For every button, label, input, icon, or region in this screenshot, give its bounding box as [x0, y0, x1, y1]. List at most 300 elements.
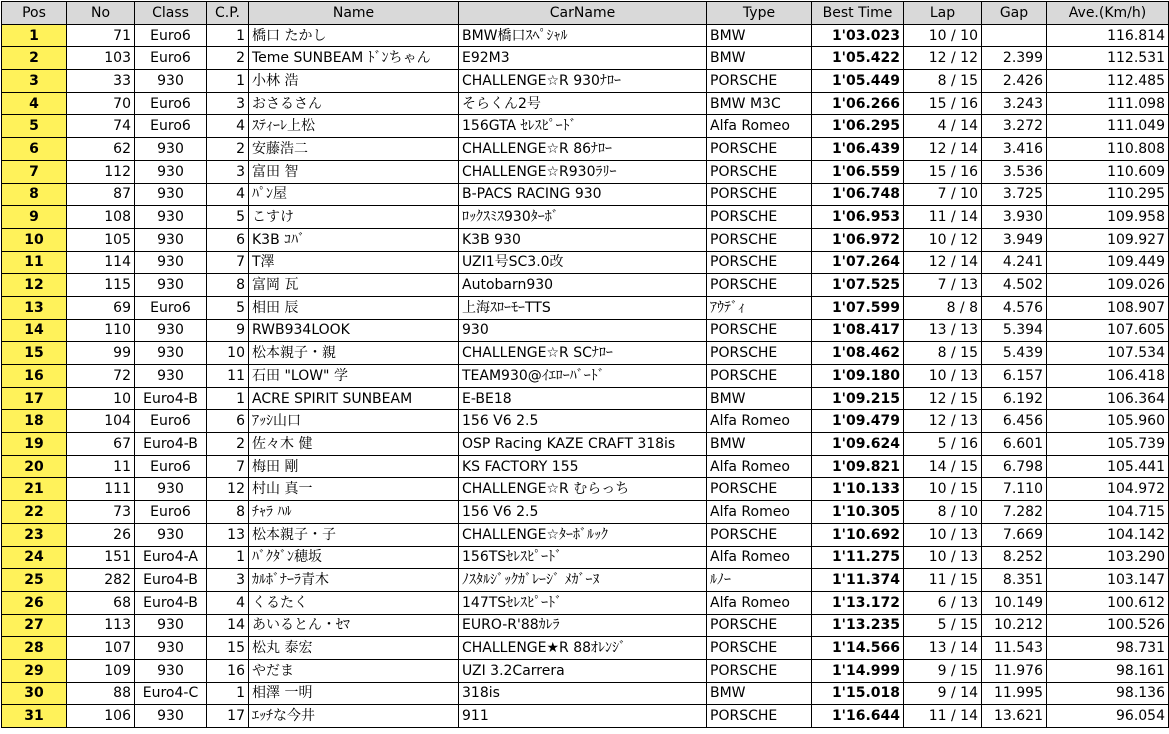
table-row	[2, 47, 1169, 70]
cell-ave: 100.612	[1047, 591, 1169, 614]
cell-lap: 7 / 13	[904, 274, 982, 297]
cell-best-time: 1'10.305	[812, 501, 904, 524]
cell-cp: 1	[207, 24, 249, 47]
cell-cp: 8	[207, 274, 249, 297]
cell-name: 相田 辰	[249, 296, 459, 319]
cell-type: PORSCHE	[707, 274, 812, 297]
cell-no: 103	[67, 47, 135, 70]
cell-best-time: 1'03.023	[812, 24, 904, 47]
cell-gap: 5.439	[982, 342, 1047, 365]
cell-cp: 5	[207, 296, 249, 319]
cell-carname: 318is	[459, 682, 707, 705]
cell-name: T澤	[249, 251, 459, 274]
cell-pos: 29	[2, 659, 67, 682]
cell-type: ｱｳﾃﾞｨ	[707, 296, 812, 319]
cell-name: RWB934LOOK	[249, 319, 459, 342]
cell-pos: 3	[2, 70, 67, 93]
cell-class: Euro4-C	[135, 682, 207, 705]
table-header	[2, 2, 1169, 25]
cell-gap: 2.399	[982, 47, 1047, 70]
cell-name: ﾊﾟﾝ屋	[249, 183, 459, 206]
header-name: Name	[249, 2, 459, 25]
cell-lap: 7 / 10	[904, 183, 982, 206]
cell-pos: 21	[2, 478, 67, 501]
table-row	[2, 183, 1169, 206]
cell-best-time: 1'14.999	[812, 659, 904, 682]
cell-type: BMW M3C	[707, 92, 812, 115]
cell-lap: 12 / 14	[904, 138, 982, 161]
table-row	[2, 92, 1169, 115]
cell-best-time: 1'10.133	[812, 478, 904, 501]
cell-lap: 10 / 13	[904, 523, 982, 546]
cell-best-time: 1'08.417	[812, 319, 904, 342]
table-row	[2, 251, 1169, 274]
cell-gap: 7.282	[982, 501, 1047, 524]
cell-lap: 10 / 13	[904, 546, 982, 569]
cell-no: 26	[67, 523, 135, 546]
cell-name: あいるとん・ｾﾏ	[249, 614, 459, 637]
cell-ave: 111.098	[1047, 92, 1169, 115]
cell-ave: 111.049	[1047, 115, 1169, 138]
cell-class: 930	[135, 160, 207, 183]
header-no: No	[67, 2, 135, 25]
cell-type: PORSCHE	[707, 614, 812, 637]
cell-no: 10	[67, 387, 135, 410]
cell-best-time: 1'09.624	[812, 433, 904, 456]
cell-no: 74	[67, 115, 135, 138]
cell-ave: 109.449	[1047, 251, 1169, 274]
table-row	[2, 569, 1169, 592]
cell-gap: 11.976	[982, 659, 1047, 682]
cell-carname: 156GTA ｾﾚｽﾋﾟｰﾄﾞ	[459, 115, 707, 138]
cell-pos: 6	[2, 138, 67, 161]
cell-best-time: 1'15.018	[812, 682, 904, 705]
cell-lap: 10 / 15	[904, 478, 982, 501]
header-type: Type	[707, 2, 812, 25]
cell-lap: 15 / 16	[904, 160, 982, 183]
cell-cp: 6	[207, 228, 249, 251]
cell-type: Alfa Romeo	[707, 410, 812, 433]
cell-gap: 11.995	[982, 682, 1047, 705]
cell-pos: 13	[2, 296, 67, 319]
cell-cp: 14	[207, 614, 249, 637]
cell-class: 930	[135, 251, 207, 274]
cell-name: 相澤 一明	[249, 682, 459, 705]
cell-no: 151	[67, 546, 135, 569]
table-row	[2, 455, 1169, 478]
cell-no: 113	[67, 614, 135, 637]
table-row	[2, 614, 1169, 637]
cell-ave: 98.161	[1047, 659, 1169, 682]
cell-gap: 3.243	[982, 92, 1047, 115]
cell-lap: 8 / 8	[904, 296, 982, 319]
cell-gap: 2.426	[982, 70, 1047, 93]
cell-type: PORSCHE	[707, 342, 812, 365]
cell-name: 松本親子・親	[249, 342, 459, 365]
cell-carname: CHALLENGE☆R 930ﾅﾛｰ	[459, 70, 707, 93]
cell-no: 68	[67, 591, 135, 614]
cell-best-time: 1'06.559	[812, 160, 904, 183]
cell-type: PORSCHE	[707, 251, 812, 274]
cell-ave: 109.958	[1047, 206, 1169, 229]
cell-gap: 4.241	[982, 251, 1047, 274]
cell-pos: 28	[2, 637, 67, 660]
cell-lap: 11 / 15	[904, 569, 982, 592]
cell-no: 67	[67, 433, 135, 456]
cell-lap: 5 / 15	[904, 614, 982, 637]
header-best-time: Best Time	[812, 2, 904, 25]
cell-carname: UZI1号SC3.0改	[459, 251, 707, 274]
cell-carname: TEAM930@ｲｴﾛｰﾊﾞｰﾄﾞ	[459, 365, 707, 388]
cell-gap: 4.576	[982, 296, 1047, 319]
cell-pos: 17	[2, 387, 67, 410]
cell-type: BMW	[707, 387, 812, 410]
cell-type: PORSCHE	[707, 478, 812, 501]
table-row	[2, 24, 1169, 47]
cell-best-time: 1'07.264	[812, 251, 904, 274]
cell-gap: 6.601	[982, 433, 1047, 456]
cell-name: ｴｯﾁな今井	[249, 705, 459, 728]
cell-no: 69	[67, 296, 135, 319]
header-lap: Lap	[904, 2, 982, 25]
cell-no: 73	[67, 501, 135, 524]
cell-ave: 104.715	[1047, 501, 1169, 524]
cell-cp: 3	[207, 160, 249, 183]
cell-best-time: 1'05.422	[812, 47, 904, 70]
cell-gap: 3.272	[982, 115, 1047, 138]
cell-type: PORSCHE	[707, 70, 812, 93]
cell-name: くるたく	[249, 591, 459, 614]
cell-class: Euro6	[135, 410, 207, 433]
cell-class: Euro4-B	[135, 591, 207, 614]
cell-ave: 112.485	[1047, 70, 1169, 93]
cell-no: 114	[67, 251, 135, 274]
cell-class: 930	[135, 342, 207, 365]
table-row	[2, 70, 1169, 93]
cell-type: BMW	[707, 433, 812, 456]
cell-ave: 116.814	[1047, 24, 1169, 47]
cell-cp: 1	[207, 682, 249, 705]
cell-gap: 7.110	[982, 478, 1047, 501]
cell-class: 930	[135, 206, 207, 229]
header-class: Class	[135, 2, 207, 25]
cell-name: ｽﾃｨｰﾚ上松	[249, 115, 459, 138]
cell-type: BMW	[707, 47, 812, 70]
cell-pos: 14	[2, 319, 67, 342]
cell-gap: 4.502	[982, 274, 1047, 297]
cell-class: 930	[135, 478, 207, 501]
cell-pos: 12	[2, 274, 67, 297]
cell-gap: 6.157	[982, 365, 1047, 388]
cell-pos: 30	[2, 682, 67, 705]
cell-name: 石田 "LOW" 学	[249, 365, 459, 388]
cell-ave: 100.526	[1047, 614, 1169, 637]
cell-ave: 105.960	[1047, 410, 1169, 433]
cell-class: 930	[135, 659, 207, 682]
header-row	[2, 2, 1169, 25]
table-row	[2, 228, 1169, 251]
cell-no: 105	[67, 228, 135, 251]
cell-name: ACRE SPIRIT SUNBEAM	[249, 387, 459, 410]
cell-name: 富田 智	[249, 160, 459, 183]
cell-no: 62	[67, 138, 135, 161]
table-row	[2, 433, 1169, 456]
cell-name: ﾁｬﾗ ﾊﾙ	[249, 501, 459, 524]
cell-no: 109	[67, 659, 135, 682]
table-row	[2, 387, 1169, 410]
cell-no: 112	[67, 160, 135, 183]
cell-no: 104	[67, 410, 135, 433]
header-gap: Gap	[982, 2, 1047, 25]
cell-best-time: 1'11.275	[812, 546, 904, 569]
cell-cp: 10	[207, 342, 249, 365]
cell-type: Alfa Romeo	[707, 455, 812, 478]
cell-ave: 105.441	[1047, 455, 1169, 478]
cell-lap: 9 / 14	[904, 682, 982, 705]
cell-best-time: 1'09.821	[812, 455, 904, 478]
cell-carname: CHALLENGE☆ﾀｰﾎﾞﾙｯｸ	[459, 523, 707, 546]
cell-no: 110	[67, 319, 135, 342]
cell-name: おさるさん	[249, 92, 459, 115]
cell-lap: 14 / 15	[904, 455, 982, 478]
header-carname: CarName	[459, 2, 707, 25]
cell-best-time: 1'06.266	[812, 92, 904, 115]
cell-best-time: 1'08.462	[812, 342, 904, 365]
cell-gap: 6.456	[982, 410, 1047, 433]
cell-best-time: 1'09.215	[812, 387, 904, 410]
cell-cp: 7	[207, 251, 249, 274]
cell-type: PORSCHE	[707, 523, 812, 546]
header-ave: Ave.(Km/h)	[1047, 2, 1169, 25]
cell-pos: 11	[2, 251, 67, 274]
cell-name: 橋口 たかし	[249, 24, 459, 47]
cell-pos: 2	[2, 47, 67, 70]
table-row	[2, 682, 1169, 705]
cell-class: 930	[135, 228, 207, 251]
cell-name: 村山 真一	[249, 478, 459, 501]
cell-class: 930	[135, 523, 207, 546]
cell-pos: 7	[2, 160, 67, 183]
cell-type: Alfa Romeo	[707, 115, 812, 138]
cell-class: Euro6	[135, 47, 207, 70]
cell-lap: 8 / 10	[904, 501, 982, 524]
cell-lap: 12 / 14	[904, 251, 982, 274]
cell-lap: 10 / 12	[904, 228, 982, 251]
cell-cp: 12	[207, 478, 249, 501]
cell-ave: 104.142	[1047, 523, 1169, 546]
cell-name: ｱｯｼ山口	[249, 410, 459, 433]
cell-class: 930	[135, 183, 207, 206]
cell-no: 87	[67, 183, 135, 206]
cell-no: 108	[67, 206, 135, 229]
cell-name: 松本親子・子	[249, 523, 459, 546]
cell-lap: 11 / 14	[904, 206, 982, 229]
cell-type: Alfa Romeo	[707, 546, 812, 569]
cell-pos: 18	[2, 410, 67, 433]
cell-gap: 5.394	[982, 319, 1047, 342]
cell-pos: 24	[2, 546, 67, 569]
cell-type: PORSCHE	[707, 228, 812, 251]
cell-class: 930	[135, 138, 207, 161]
cell-best-time: 1'14.566	[812, 637, 904, 660]
cell-type: PORSCHE	[707, 138, 812, 161]
cell-lap: 15 / 16	[904, 92, 982, 115]
cell-lap: 10 / 10	[904, 24, 982, 47]
cell-class: Euro6	[135, 455, 207, 478]
cell-ave: 106.364	[1047, 387, 1169, 410]
cell-carname: KS FACTORY 155	[459, 455, 707, 478]
cell-class: 930	[135, 614, 207, 637]
cell-carname: 156 V6 2.5	[459, 410, 707, 433]
cell-gap: 7.669	[982, 523, 1047, 546]
cell-carname: UZI 3.2Carrera	[459, 659, 707, 682]
cell-gap: 3.416	[982, 138, 1047, 161]
cell-pos: 16	[2, 365, 67, 388]
cell-cp: 4	[207, 183, 249, 206]
cell-name: やだま	[249, 659, 459, 682]
cell-no: 88	[67, 682, 135, 705]
cell-ave: 107.605	[1047, 319, 1169, 342]
cell-lap: 10 / 13	[904, 365, 982, 388]
cell-cp: 16	[207, 659, 249, 682]
cell-best-time: 1'09.479	[812, 410, 904, 433]
cell-cp: 1	[207, 546, 249, 569]
cell-name: 安藤浩二	[249, 138, 459, 161]
cell-best-time: 1'10.692	[812, 523, 904, 546]
table-row	[2, 342, 1169, 365]
cell-ave: 110.609	[1047, 160, 1169, 183]
cell-pos: 1	[2, 24, 67, 47]
table-body	[2, 24, 1169, 727]
cell-lap: 8 / 15	[904, 70, 982, 93]
table-row	[2, 501, 1169, 524]
cell-gap: 3.536	[982, 160, 1047, 183]
cell-type: PORSCHE	[707, 637, 812, 660]
cell-carname: ﾉｽﾀﾙｼﾞｯｸｶﾞﾚｰｼﾞ ﾒｶﾞｰﾇ	[459, 569, 707, 592]
cell-carname: 156 V6 2.5	[459, 501, 707, 524]
cell-pos: 15	[2, 342, 67, 365]
cell-gap: 3.725	[982, 183, 1047, 206]
cell-carname: CHALLENGE☆R SCﾅﾛｰ	[459, 342, 707, 365]
table-row	[2, 478, 1169, 501]
cell-gap: 6.798	[982, 455, 1047, 478]
cell-carname: OSP Racing KAZE CRAFT 318is	[459, 433, 707, 456]
cell-lap: 9 / 15	[904, 659, 982, 682]
cell-class: Euro4-B	[135, 569, 207, 592]
cell-ave: 110.808	[1047, 138, 1169, 161]
cell-gap: 8.351	[982, 569, 1047, 592]
cell-ave: 107.534	[1047, 342, 1169, 365]
cell-best-time: 1'06.748	[812, 183, 904, 206]
cell-cp: 7	[207, 455, 249, 478]
cell-type: BMW	[707, 24, 812, 47]
cell-type: PORSCHE	[707, 319, 812, 342]
cell-class: Euro4-B	[135, 433, 207, 456]
cell-ave: 104.972	[1047, 478, 1169, 501]
cell-cp: 11	[207, 365, 249, 388]
cell-type: PORSCHE	[707, 365, 812, 388]
cell-carname: ﾛｯｸｽﾐｽ930ﾀｰﾎﾞ	[459, 206, 707, 229]
cell-best-time: 1'05.449	[812, 70, 904, 93]
cell-cp: 6	[207, 410, 249, 433]
cell-class: Euro6	[135, 92, 207, 115]
cell-ave: 96.054	[1047, 705, 1169, 728]
cell-class: Euro6	[135, 501, 207, 524]
table-row	[2, 319, 1169, 342]
cell-no: 111	[67, 478, 135, 501]
cell-name: 梅田 剛	[249, 455, 459, 478]
cell-best-time: 1'07.599	[812, 296, 904, 319]
cell-best-time: 1'13.172	[812, 591, 904, 614]
results-table	[1, 1, 1169, 728]
cell-pos: 31	[2, 705, 67, 728]
cell-cp: 1	[207, 387, 249, 410]
cell-lap: 12 / 15	[904, 387, 982, 410]
cell-lap: 11 / 14	[904, 705, 982, 728]
table-row	[2, 637, 1169, 660]
cell-ave: 108.907	[1047, 296, 1169, 319]
cell-best-time: 1'16.644	[812, 705, 904, 728]
cell-carname: 147TSｾﾚｽﾋﾟｰﾄﾞ	[459, 591, 707, 614]
cell-gap: 13.621	[982, 705, 1047, 728]
cell-pos: 9	[2, 206, 67, 229]
cell-cp: 2	[207, 138, 249, 161]
cell-cp: 13	[207, 523, 249, 546]
cell-best-time: 1'13.235	[812, 614, 904, 637]
cell-cp: 5	[207, 206, 249, 229]
cell-carname: CHALLENGE☆R むらっち	[459, 478, 707, 501]
cell-no: 33	[67, 70, 135, 93]
cell-carname: BMW橋口ｽﾍﾟｼｬﾙ	[459, 24, 707, 47]
cell-pos: 22	[2, 501, 67, 524]
table-row	[2, 160, 1169, 183]
cell-carname: CHALLENGE☆R 86ﾅﾛｰ	[459, 138, 707, 161]
cell-carname: B-PACS RACING 930	[459, 183, 707, 206]
cell-type: ﾙﾉｰ	[707, 569, 812, 592]
cell-type: Alfa Romeo	[707, 591, 812, 614]
header-cp: C.P.	[207, 2, 249, 25]
cell-no: 99	[67, 342, 135, 365]
cell-name: Teme SUNBEAM ﾄﾞﾝちゃん	[249, 47, 459, 70]
table-row	[2, 659, 1169, 682]
cell-carname: EURO-R'88ｶﾚﾗ	[459, 614, 707, 637]
cell-no: 70	[67, 92, 135, 115]
cell-class: 930	[135, 70, 207, 93]
cell-best-time: 1'06.972	[812, 228, 904, 251]
cell-cp: 1	[207, 70, 249, 93]
cell-pos: 8	[2, 183, 67, 206]
cell-cp: 9	[207, 319, 249, 342]
cell-class: Euro6	[135, 296, 207, 319]
cell-cp: 2	[207, 47, 249, 70]
cell-best-time: 1'06.295	[812, 115, 904, 138]
cell-type: PORSCHE	[707, 659, 812, 682]
table-row	[2, 365, 1169, 388]
cell-cp: 4	[207, 591, 249, 614]
cell-gap: 3.949	[982, 228, 1047, 251]
cell-carname: K3B 930	[459, 228, 707, 251]
table-row	[2, 138, 1169, 161]
cell-pos: 20	[2, 455, 67, 478]
cell-class: Euro4-A	[135, 546, 207, 569]
cell-class: 930	[135, 365, 207, 388]
table-row	[2, 410, 1169, 433]
cell-gap: 8.252	[982, 546, 1047, 569]
cell-best-time: 1'11.374	[812, 569, 904, 592]
cell-name: K3B ｺﾊﾞ	[249, 228, 459, 251]
cell-type: BMW	[707, 682, 812, 705]
cell-ave: 98.731	[1047, 637, 1169, 660]
